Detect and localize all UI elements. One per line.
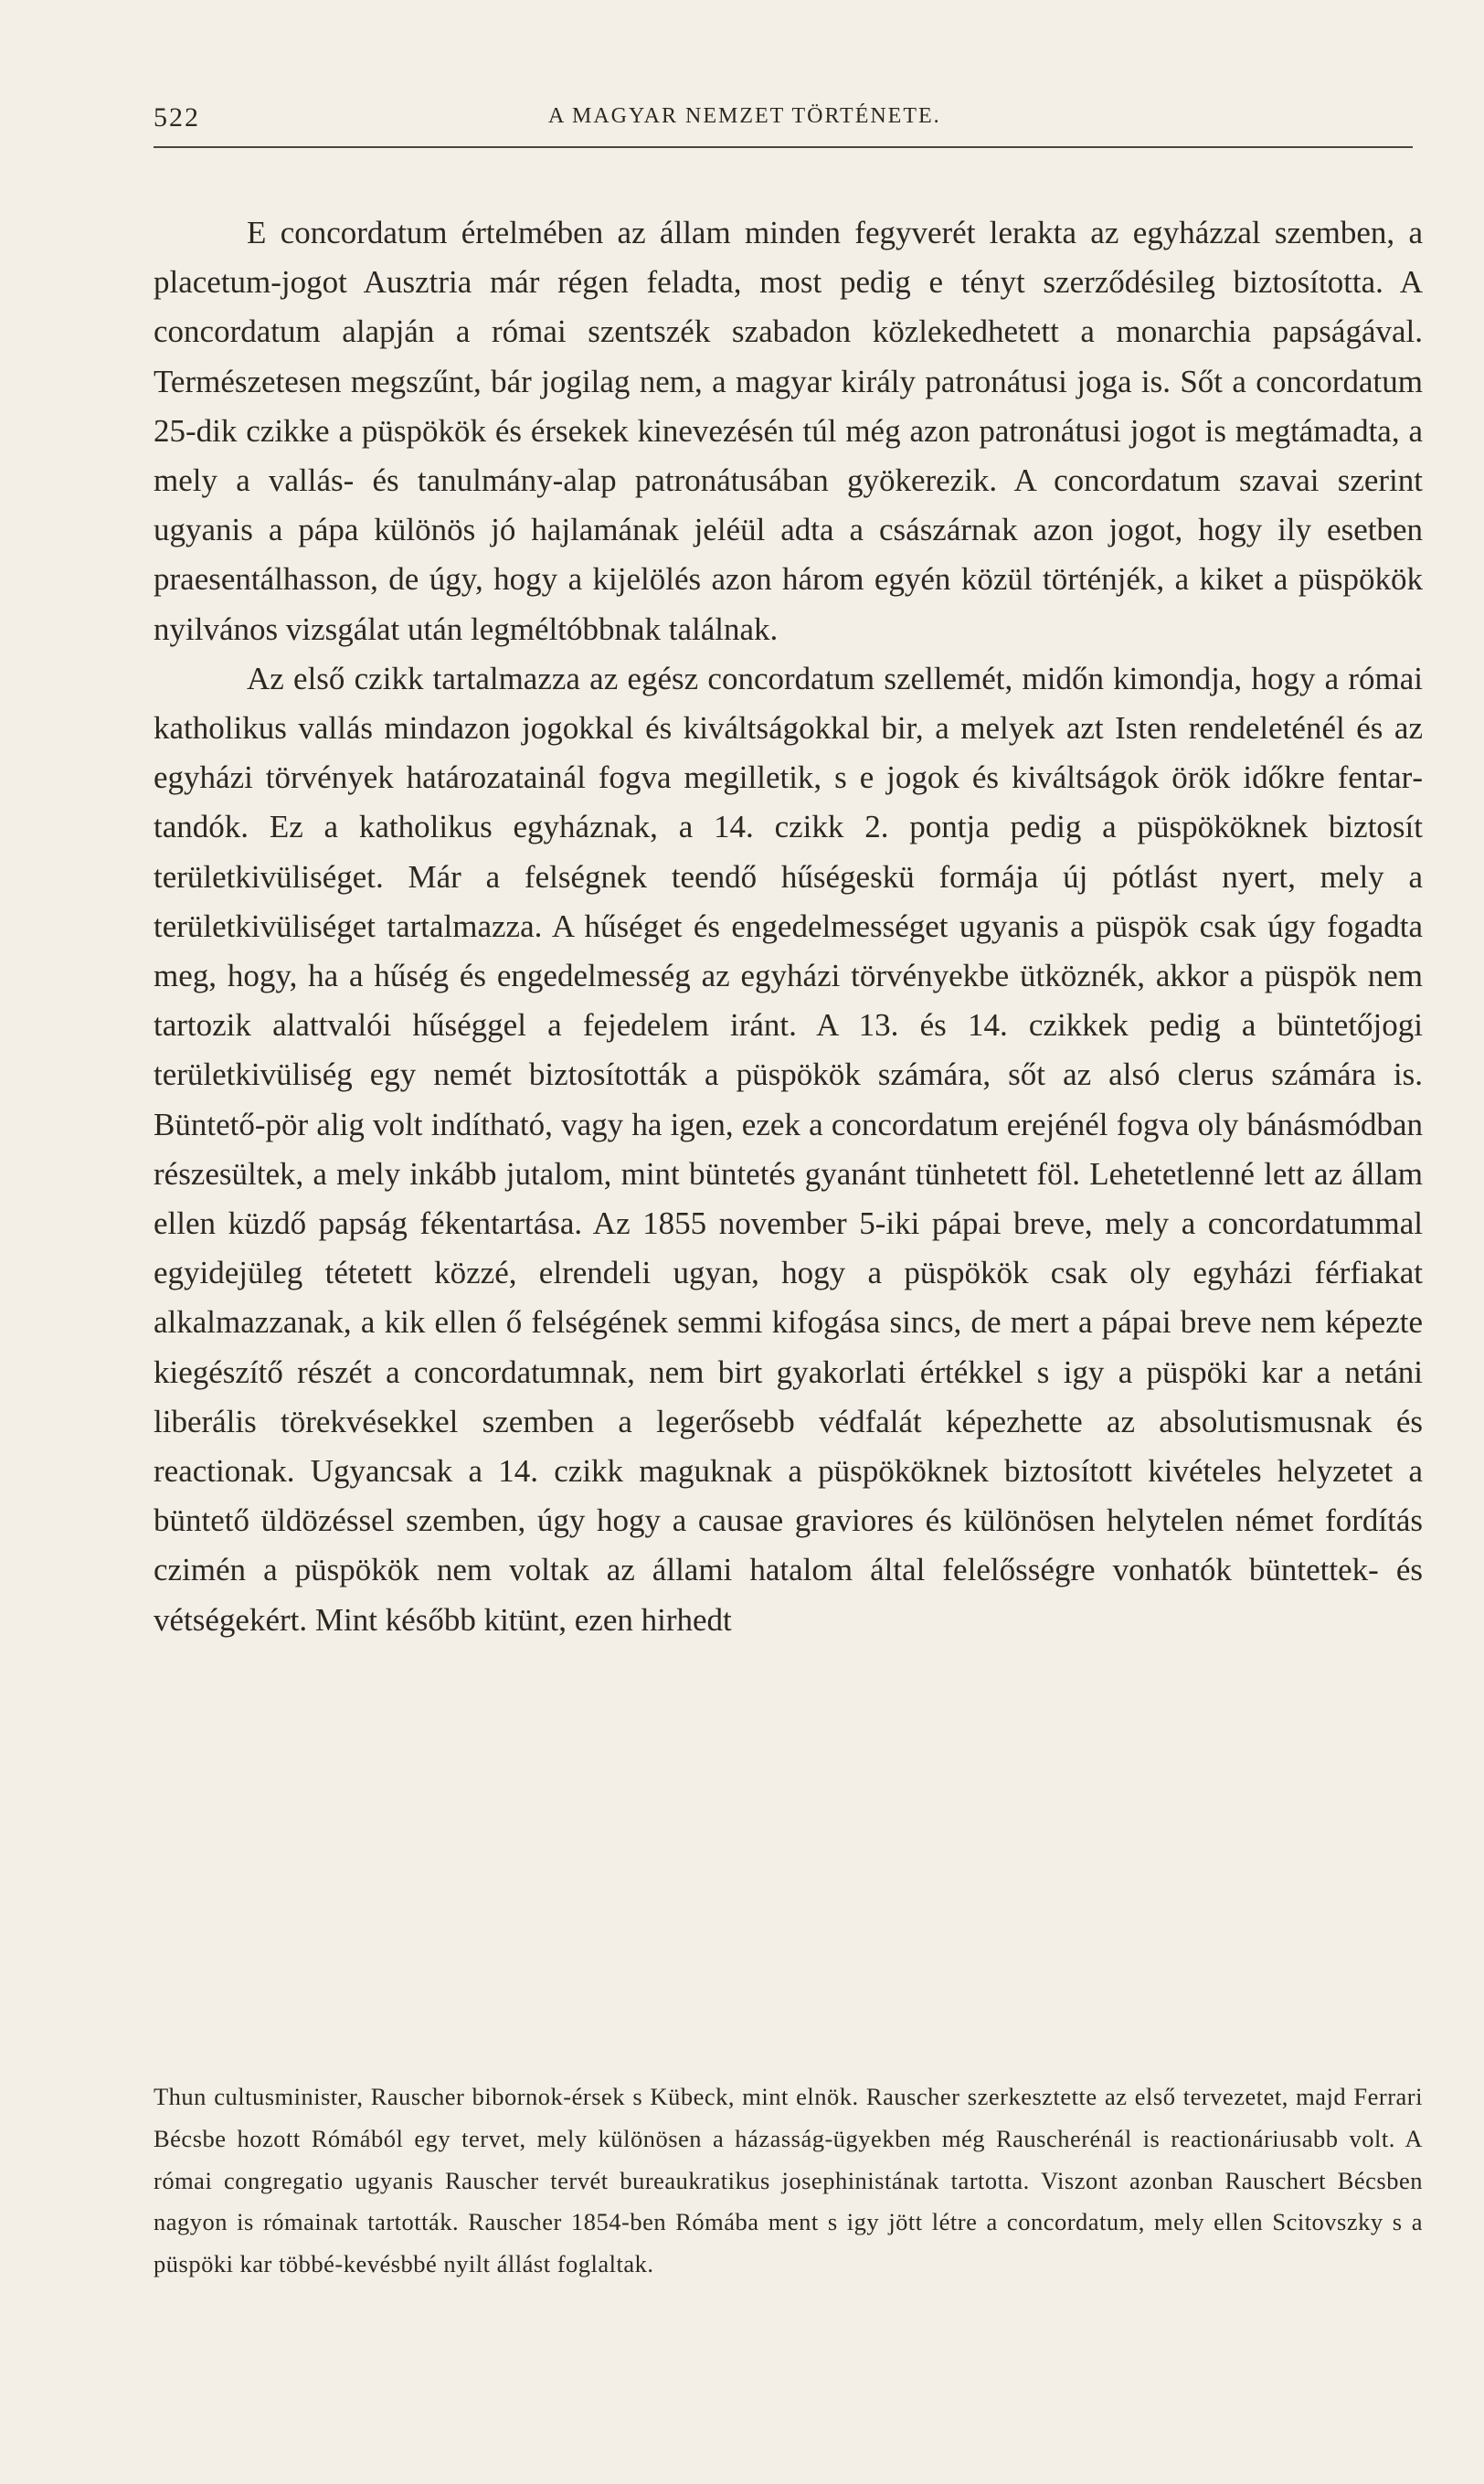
- page-number: 522: [154, 102, 200, 133]
- running-title: A MAGYAR NEMZET TÖRTÉNETE.: [548, 104, 941, 128]
- paragraph-first-article: Az első czikk tartalmazza az egész concordatum szellemét, midőn kimondja, hogy a római katholikus vallás mindazon jogokkal és kiváltságokkal bir, a melyek azt Isten rendeleténél és az egyházi törvények határozatainál fogva megilletik, s e jogok és kiváltságok örök időkre fentartandók. Ez a katholikus egyháznak, a 14. czikk 2. pontja pedig a püspököknek biztosít területkivüliséget. Már a felségnek teendő hűségeskü formája új pótlást nyert, mely a területkivüliséget tartalmazza. A hűséget és engedelmességet ugyanis a püspök csak úgy fogadta meg, hogy, ha a hűség és engedelmesség az egyházi törvényekbe ütköznék, akkor a püspök nem tartozik alattvalói hűséggel a fejedelem iránt. A 13. és 14. czikkek pedig a büntetőjogi területkivüliség egy nemét biztosították a püspökök számára, sőt az alsó clerus számára is. Büntető-pör alig volt indítható, vagy ha igen, ezek a concordatum erejénél fogva oly bánásmódban részesültek, a mely inkább jutalom, mint büntetés gyanánt tünhetett föl. Lehetetlenné lett az állam ellen küzdő papság fékentartása. Az 1855 november 5-iki pápai breve, mely a concordatummal egyidejüleg tétetett közzé, elrendeli ugyan, hogy a püspökök csak oly egyházi férfiakat alkalmazzanak, a kik ellen ő felségének semmi kifogása sincs, de mert a pápai breve nem képezte kiegészítő részét a concordatumnak, nem birt gyakorlati értékkel s igy a püspöki kar a netáni liberális törekvésekkel szemben a legerősebb védfalát képezhette az absolutismusnak és reactionak. Ugyancsak a 14. czikk maguknak a püspököknek biztosított kivételes helyzetet a büntető üldözéssel szemben, úgy hogy a causae graviores és különösen helytelen német fordítás czimén a püspökök nem voltak az állami hatalom által felelősségre vonhatók büntettek- és vétségekért. Mint később kitünt, ezen hirhedt: [154, 660, 1423, 1638]
- page-header: [154, 99, 1413, 144]
- body-text: [154, 208, 1423, 1645]
- paragraph-concordatum-state: E concordatum értelmében az állam minden fegyverét lerakta az egyházzal szemben, a placetum-jogot Ausztria már régen feladta, most pedig e tényt szerződésileg biztosította. A concordatum alapján a római szentszék szabadon közlekedhetett a monarchia papságával. Természetesen megszűnt, bár jogilag nem, a magyar király patronátusi joga is. Sőt a concordatum 25-dik czikke a püspökök és érsekek kinevezésén túl még azon patronátusi jogot is megtámadta, a mely a vallás- és tanulmány-alap patronátusában gyökerezik. A concordatum szavai szerint ugyanis a pápa különös jó hajlamának jeléül adta a császárnak azon jogot, hogy ily esetben praesentálhasson, de úgy, hogy a kijelölés azon három egyén közül történjék, a kiket a püspökök nyilvános vizsgálat után legméltóbbnak találnak.: [154, 215, 1423, 647]
- footnote-text: Thun cultusminister, Rauscher bibornok-érsek s Kübeck, mint elnök. Rauscher szerkesztette az első tervezetet, majd Ferrari Bécsbe hozott Rómából egy tervet, mely különösen a házasság-ügyekben még Rauscherénál is reactionáriusabb volt. A római congregatio ugyanis Rauscher tervét bureaukratikus josephinistának tartotta. Viszont azonban Rauschert Bécsben nagyon is rómainak tartották. Rauscher 1854-ben Rómába ment s igy jött létre a concordatum, mely ellen Scitovszky s a püspöki kar többé-kevésbbé nyilt állást foglaltak.: [154, 2083, 1423, 2278]
- header-rule: [154, 146, 1413, 148]
- footnote: [154, 2076, 1423, 2286]
